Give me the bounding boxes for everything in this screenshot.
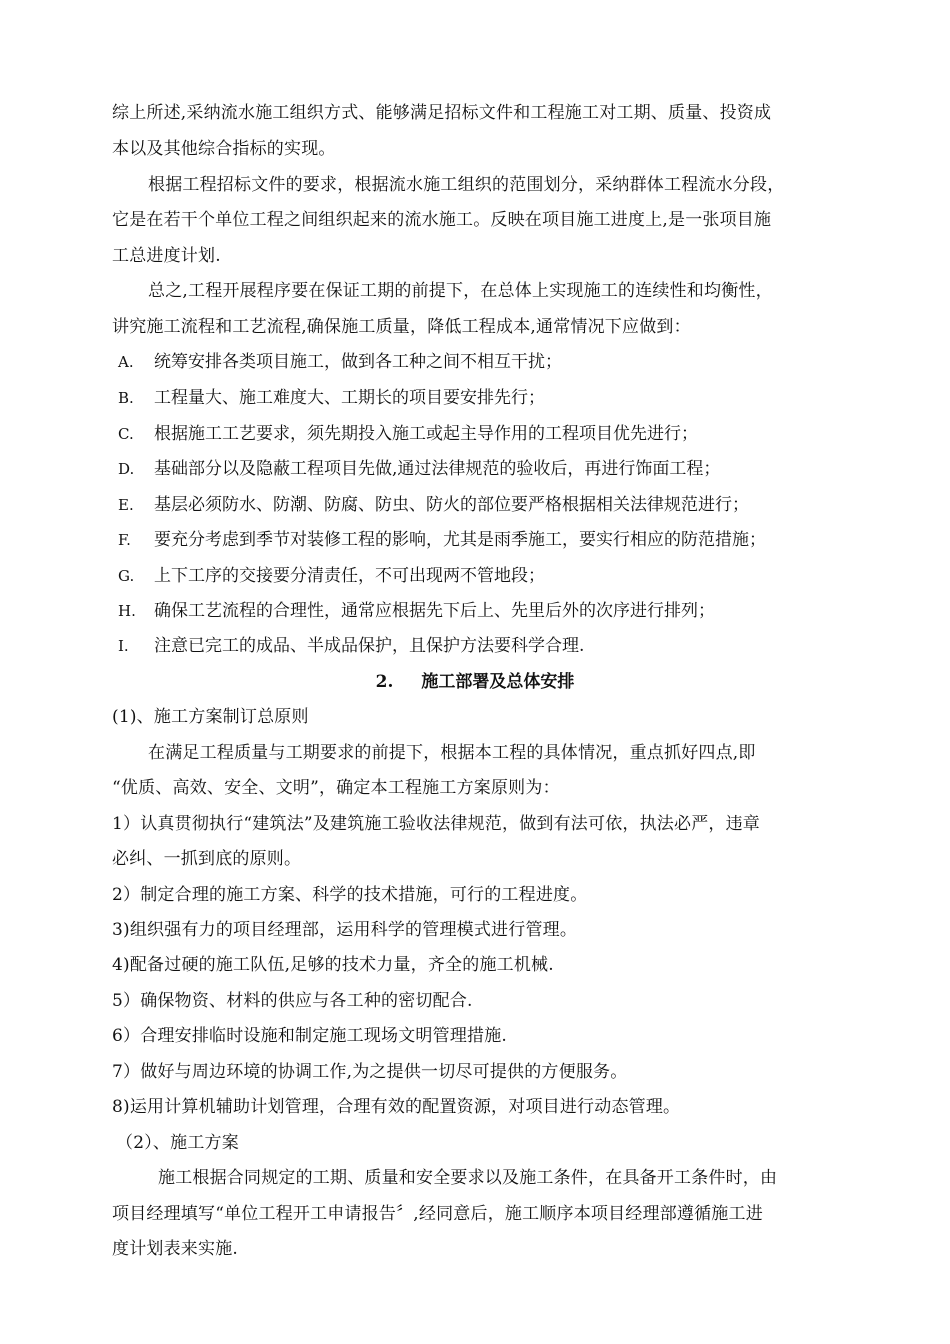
paragraph-line: 它是在若干个单位工程之间组织起来的流水施工。反映在项目施工进度上,是一张项目施	[112, 210, 772, 230]
list-marker: I.	[118, 637, 129, 655]
list-item	[118, 530, 878, 550]
list-text: 根据施工工艺要求，须先期投入施工或起主导作用的工程项目优先进行；	[154, 424, 698, 444]
section-title: 施工部署及总体安排	[421, 672, 575, 692]
principle-line: 6）合理安排临时设施和制定施工现场文明管理措施.	[112, 1026, 508, 1046]
list-text: 工程量大、施工难度大、工期长的项目要安排先行；	[154, 388, 545, 408]
list-marker: G.	[118, 567, 135, 585]
subsection-title: (1)、施工方案制订总原则	[112, 707, 309, 727]
paragraph-line: 本以及其他综合指标的实现。	[112, 139, 336, 159]
paragraph-line: 在满足工程质量与工期要求的前提下，根据本工程的具体情况，重点抓好四点,即	[148, 743, 756, 763]
list-item	[118, 636, 878, 656]
subsection-title: （2）、施工方案	[116, 1133, 239, 1153]
principle-line: 5）确保物资、材料的供应与各工种的密切配合.	[112, 991, 473, 1011]
list-item	[118, 424, 878, 444]
list-marker: H.	[118, 602, 136, 620]
principle-line: 7）做好与周边环境的协调工作,为之提供一切尽可提供的方便服务。	[112, 1062, 628, 1082]
principle-line: 2）制定合理的施工方案、科学的技术措施，可行的工程进度。	[112, 885, 588, 905]
list-item	[118, 352, 878, 372]
principle-line: 必纠、一抓到底的原则。	[112, 849, 302, 869]
paragraph-line: “优质、高效、安全、文明”，确定本工程施工方案原则为：	[112, 778, 560, 798]
list-text: 上下工序的交接要分清责任，不可出现两不管地段；	[154, 566, 545, 586]
list-text: 确保工艺流程的合理性，通常应根据先下后上、先里后外的次序进行排列；	[154, 601, 715, 621]
list-item	[118, 495, 878, 515]
list-marker: C.	[118, 425, 134, 443]
list-marker: B.	[118, 389, 134, 407]
list-marker: A.	[118, 353, 134, 371]
list-text: 统筹安排各类项目施工，做到各工种之间不相互干扰；	[154, 352, 562, 372]
paragraph-line: 讲究施工流程和工艺流程,确保施工质量，降低工程成本,通常情况下应做到：	[112, 317, 691, 337]
list-marker: D.	[118, 460, 135, 478]
list-marker: F.	[118, 531, 131, 549]
list-item	[118, 459, 878, 479]
list-item	[118, 601, 878, 621]
paragraph-line: 总之,工程开展程序要在保证工期的前提下，在总体上实现施工的连续性和均衡性，	[148, 281, 773, 301]
section-heading	[0, 672, 950, 692]
paragraph-line: 综上所述,采纳流水施工组织方式、能够满足招标文件和工程施工对工期、质量、投资成	[112, 103, 772, 123]
paragraph-line: 工总进度计划.	[112, 246, 221, 266]
principle-line: 4)配备过硬的施工队伍,足够的技术力量，齐全的施工机械.	[112, 955, 554, 975]
list-text: 基础部分以及隐蔽工程项目先做,通过法律规范的验收后，再进行饰面工程；	[154, 459, 721, 479]
list-text: 基层必须防水、防潮、防腐、防虫、防火的部位要严格根据相关法律规范进行；	[154, 495, 749, 515]
list-item	[118, 566, 878, 586]
paragraph-line: 项目经理填写“单位工程开工申请报告〞,经同意后，施工顺序本项目经理部遵循施工进	[112, 1204, 763, 1224]
list-marker: E.	[118, 496, 134, 514]
paragraph-line: 度计划表来实施.	[112, 1239, 239, 1259]
principle-line: 1）认真贯彻执行“建筑法”及建筑施工验收法律规范，做到有法可依，执法必严，违章	[112, 814, 760, 834]
section-number: 2.	[375, 672, 394, 692]
list-text: 注意已完工的成品、半成品保护，且保护方法要科学合理.	[154, 636, 585, 656]
principle-line: 8)运用计算机辅助计划管理，合理有效的配置资源，对项目进行动态管理。	[112, 1097, 681, 1117]
list-text: 要充分考虑到季节对装修工程的影响，尤其是雨季施工，要实行相应的防范措施；	[154, 530, 766, 550]
list-item	[118, 388, 878, 408]
paragraph-line: 根据工程招标文件的要求，根据流水施工组织的范围划分，采纳群体工程流水分段，	[148, 175, 785, 195]
principle-line: 3)组织强有力的项目经理部，运用科学的管理模式进行管理。	[112, 920, 578, 940]
paragraph-line: 施工根据合同规定的工期、质量和安全要求以及施工条件，在具备开工条件时，由	[158, 1168, 778, 1188]
